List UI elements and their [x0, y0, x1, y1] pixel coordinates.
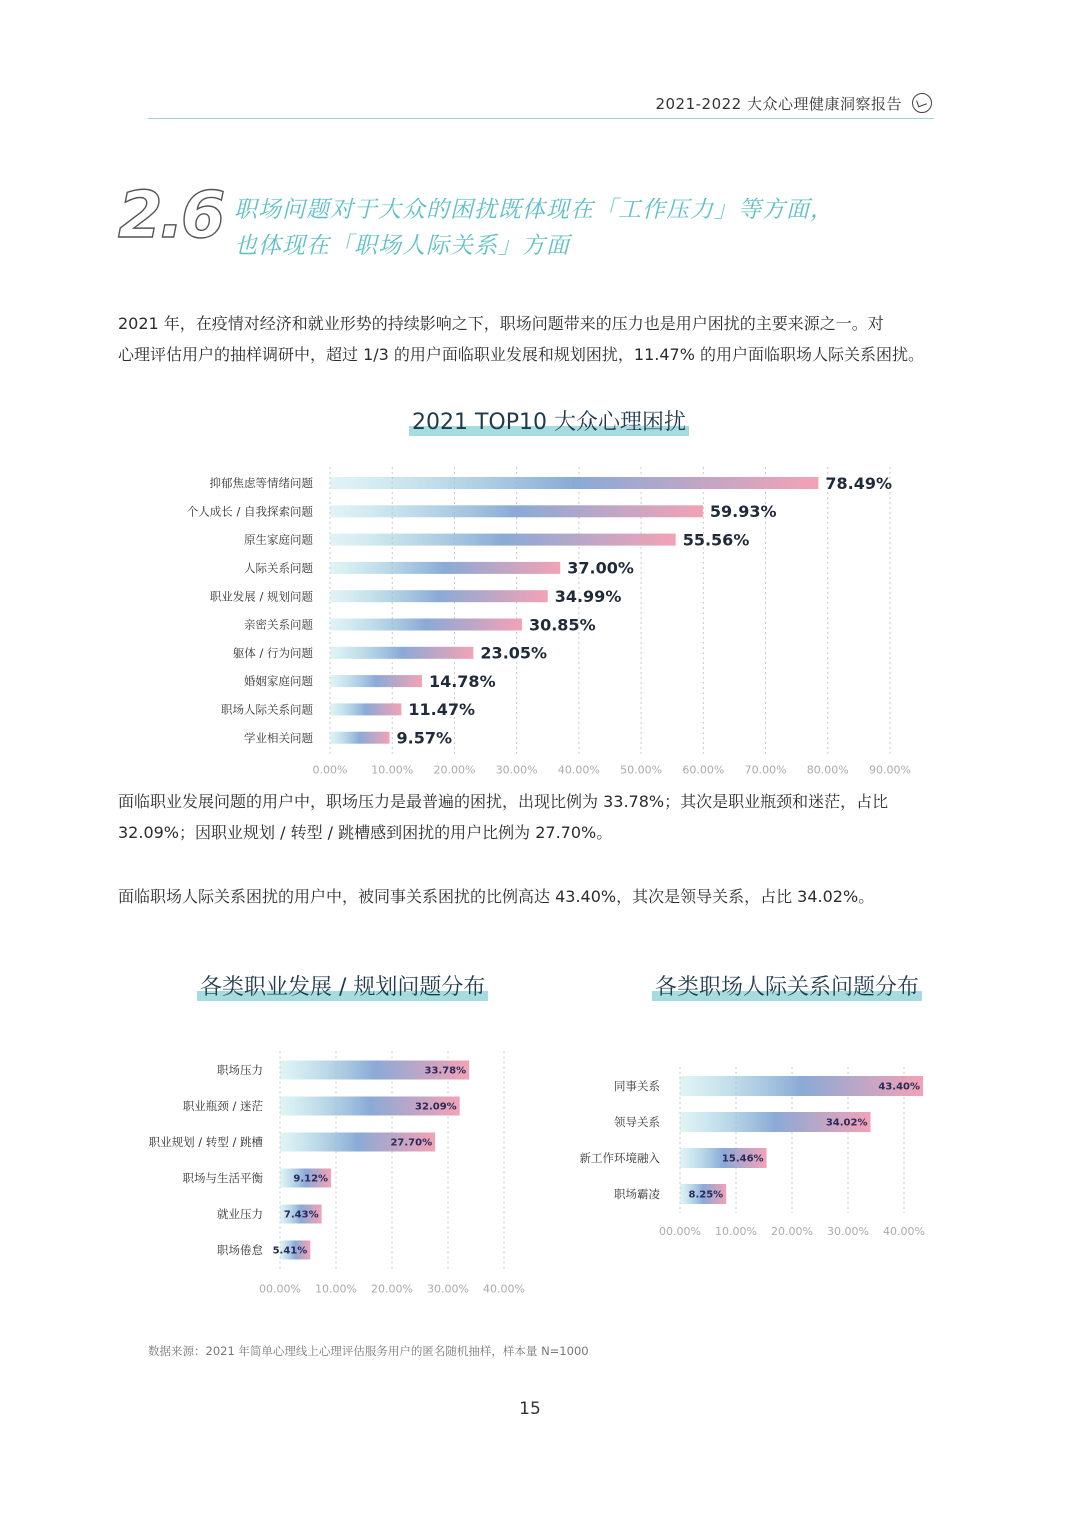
bar: [330, 505, 703, 517]
category-label: 职场压力: [217, 1063, 263, 1078]
x-tick-label: 30.00%: [495, 763, 538, 777]
x-tick-label: 10.00%: [315, 1282, 357, 1296]
data-label: 14.78%: [428, 671, 496, 691]
bar: [330, 534, 676, 546]
chart-career: [0, 1045, 540, 1295]
data-label: 8.25%: [688, 1189, 724, 1201]
data-label: 5.41%: [272, 1245, 308, 1257]
category-label: 亲密关系问题: [244, 617, 313, 632]
category-label: 职业规划 / 转型 / 跳槽: [148, 1135, 263, 1150]
bar: [330, 703, 401, 715]
category-label: 婚姻家庭问题: [244, 674, 313, 689]
data-label: 78.49%: [825, 473, 893, 493]
logo-icon: [912, 93, 932, 113]
x-tick-label: 00.00%: [259, 1282, 301, 1296]
x-tick-label: 20.00%: [433, 763, 476, 777]
data-label: 55.56%: [682, 530, 750, 550]
x-tick-label: 10.00%: [371, 763, 414, 777]
x-tick-label: 90.00%: [869, 763, 911, 777]
section-title-line2: 也体现在「职场人际关系」方面: [234, 233, 570, 259]
category-label: 抑郁焦虑等情绪问题: [209, 476, 313, 491]
data-label: 9.57%: [396, 728, 453, 748]
x-tick-label: 30.00%: [427, 1282, 469, 1296]
bar: [330, 675, 422, 687]
intro-line1: 2021 年，在疫情对经济和就业形势的持续影响之下，职场问题带来的压力也是用户困扰的主要来源之一。对: [118, 314, 884, 333]
data-label: 34.99%: [554, 586, 622, 606]
x-tick-label: 30.00%: [827, 1225, 869, 1238]
category-label: 新工作环境融入: [579, 1151, 660, 1166]
category-label: 学业相关问题: [244, 730, 313, 745]
chart1-title-text: 2021 TOP10 大众心理困扰: [412, 410, 686, 435]
intro-line2: 心理评估用户的抽样调研中，超过 1/3 的用户面临职业发展和规划困扰，11.47% 的用户面临职场人际关系困扰。: [118, 345, 925, 364]
category-label: 职场与生活平衡: [182, 1171, 263, 1186]
x-tick-label: 80.00%: [806, 763, 849, 777]
x-tick-label: 00.00%: [659, 1225, 701, 1238]
category-label: 个人成长 / 自我探索问题: [186, 504, 313, 519]
data-label: 43.40%: [878, 1081, 921, 1093]
data-label: 27.70%: [390, 1137, 433, 1149]
x-tick-label: 60.00%: [682, 763, 725, 777]
career-paragraph: [118, 786, 948, 848]
data-label: 23.05%: [480, 643, 548, 663]
category-label: 躯体 / 行为问题: [232, 645, 313, 660]
x-tick-label: 0.00%: [312, 763, 348, 777]
x-tick-label: 20.00%: [371, 1282, 413, 1296]
x-tick-label: 40.00%: [883, 1225, 925, 1238]
category-label: 原生家庭问题: [244, 532, 313, 547]
chart1-title: [412, 405, 686, 436]
bar: [330, 562, 560, 574]
x-tick-label: 70.00%: [744, 763, 787, 777]
bar: [330, 732, 390, 744]
category-label: 职业瓶颈 / 迷茫: [182, 1099, 263, 1114]
bar: [330, 647, 473, 659]
data-label: 9.12%: [293, 1173, 329, 1185]
category-label: 职场霸凌: [614, 1187, 660, 1202]
data-label: 37.00%: [567, 558, 634, 578]
category-label: 职业发展 / 规划问题: [209, 589, 313, 604]
category-label: 职场倦怠: [217, 1243, 263, 1258]
bar: [330, 619, 522, 631]
career-line2: 32.09%；因职业规划 / 转型 / 跳槽感到困扰的用户比例为 27.70%。: [118, 823, 613, 842]
section-title: [234, 192, 834, 264]
data-label: 15.46%: [721, 1153, 764, 1165]
category-label: 领导关系: [614, 1115, 660, 1130]
data-label: 33.78%: [424, 1065, 467, 1077]
category-label: 同事关系: [614, 1079, 660, 1094]
data-label: 32.09%: [415, 1101, 457, 1113]
intro-paragraph: [118, 308, 948, 370]
data-label: 59.93%: [709, 502, 777, 522]
chart3-title: [655, 970, 919, 1001]
section-number: 2.6: [118, 179, 223, 253]
header-divider: [148, 118, 934, 119]
report-title: 2021-2022 大众心理健康洞察报告: [655, 95, 902, 113]
data-label: 7.43%: [283, 1209, 319, 1221]
x-tick-label: 10.00%: [715, 1225, 757, 1238]
career-line1: 面临职业发展问题的用户中，职场压力是最普遍的困扰，出现比例为 33.78%；其次是职业瓶颈和迷茫，占比: [118, 792, 889, 811]
x-tick-label: 20.00%: [771, 1225, 813, 1238]
category-label: 人际关系问题: [244, 561, 313, 576]
data-label: 11.47%: [408, 700, 476, 720]
bar: [330, 477, 818, 489]
data-label: 34.02%: [825, 1117, 868, 1129]
chart3-title-text: 各类职场人际关系问题分布: [655, 975, 920, 1000]
x-tick-label: 50.00%: [620, 763, 663, 777]
chart-workplace-relations: [540, 1065, 1080, 1245]
section-title-line1: 职场问题对于大众的困扰既体现在「工作压力」等方面，: [234, 197, 834, 223]
x-tick-label: 40.00%: [557, 763, 600, 777]
page-number: 15: [519, 1399, 541, 1419]
data-label: 30.85%: [528, 615, 596, 635]
chart-top10: [0, 465, 1080, 777]
relations-paragraph: 面临职场人际关系困扰的用户中，被同事关系困扰的比例高达 43.40%，其次是领导关系，占比 34.02%。: [118, 887, 875, 906]
bar: [330, 590, 548, 602]
category-label: 就业压力: [217, 1207, 263, 1222]
chart2-title-text: 各类职业发展 / 规划问题分布: [200, 975, 486, 1000]
x-tick-label: 40.00%: [483, 1282, 525, 1296]
data-source: 数据来源：2021 年简单心理线上心理评估服务用户的匿名随机抽样，样本量 N=1000: [148, 1344, 589, 1358]
category-label: 职场人际关系问题: [221, 702, 313, 717]
chart2-title: [200, 970, 485, 1001]
